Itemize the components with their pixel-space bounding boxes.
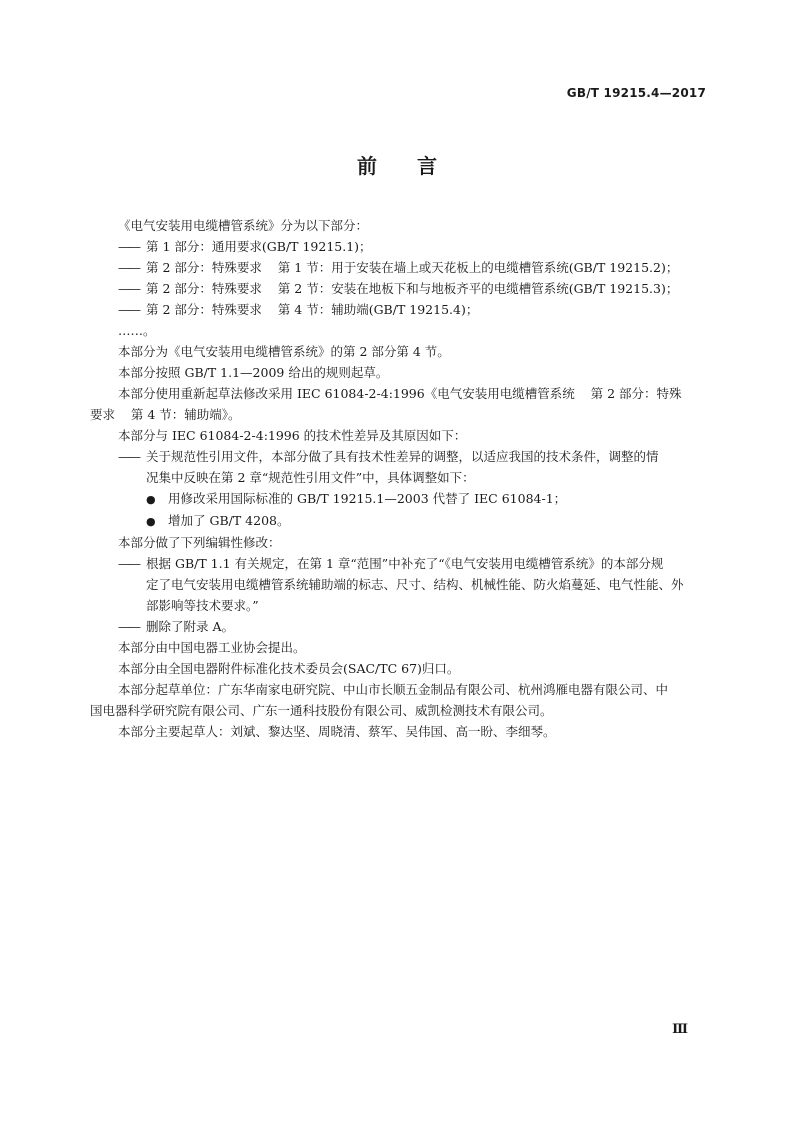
drafting-units-line-1: 本部分起草单位：广东华南家电研究院、中山市长顺五金制品有限公司、杭州鸿雁电器有限公司、中 (118, 682, 669, 697)
part-list-item: —— 第 2 部分：特殊要求 第 1 节：用于安装在墙上或天花板上的电缆槽管系统(GB/T 19215.2)； (118, 257, 706, 278)
ellipsis-line: ……。 (118, 323, 156, 338)
dash-mark: —— (118, 260, 139, 275)
standard-code-header: GB/T 19215.4—2017 (566, 86, 706, 100)
edit-item-1-line-3: 部影响等技术要求。” (146, 598, 259, 613)
foreword-body (90, 215, 706, 742)
bullet-icon: ● (146, 515, 156, 528)
dash-mark: —— (118, 239, 139, 254)
part-list-item: —— 第 2 部分：特殊要求 第 2 节：安装在地板下和与地板齐平的电缆槽管系统(GB/T 19215.3)； (118, 278, 706, 299)
title-char-2: 言 (417, 154, 437, 178)
bullet-item: ● 用修改采用国际标准的 GB/T 19215.1—2003 代替了 IEC 61084-1； (118, 488, 706, 510)
drafting-units-line-2: 国电器科学研究院有限公司、广东一通科技股份有限公司、威凯检测技术有限公司。 (90, 703, 553, 718)
difference-item-line-2: 况集中反映在第 2 章“规范性引用文件”中，具体调整如下： (146, 470, 475, 485)
edit-item-1-line-2: 定了电气安装用电缆槽管系统辅助端的标志、尺寸、结构、机械性能、防火焰蔓延、电气性能、外 (146, 577, 684, 592)
bullet-icon: ● (146, 493, 156, 506)
page-title (0, 150, 794, 179)
dash-mark: —— (118, 556, 139, 571)
dash-mark: —— (118, 281, 139, 296)
iec-adoption-line-2: 要求 第 4 节：辅助端》。 (90, 407, 241, 422)
technical-difference-paragraph: 本部分与 IEC 61084-2-4:1996 的技术性差异及其原因如下： (118, 428, 467, 443)
edit-item-2: —— 删除了附录 A。 (118, 616, 706, 637)
bullet-item: ● 增加了 GB/T 4208。 (118, 510, 706, 532)
drafting-rule-paragraph: 本部分按照 GB/T 1.1—2009 给出的规则起草。 (118, 365, 389, 380)
dash-mark: —— (118, 619, 139, 634)
managed-by-paragraph: 本部分由全国电器附件标准化技术委员会(SAC/TC 67)归口。 (118, 661, 460, 676)
intro-paragraph: 《电气安装用电缆槽管系统》分为以下部分： (118, 218, 369, 233)
title-char-1: 前 (357, 154, 377, 178)
edit-item-1-line-1: —— 根据 GB/T 1.1 有关规定，在第 1 章“范围”中补充了“《电气安装用电缆槽管系统》的本部分规 (118, 553, 706, 574)
difference-item-line-1: —— 关于规范性引用文件，本部分做了具有技术性差异的调整，以适应我国的技术条件，调整的情 (118, 446, 706, 467)
proposed-by-paragraph: 本部分由中国电器工业协会提出。 (118, 640, 306, 655)
this-part-paragraph: 本部分为《电气安装用电缆槽管系统》的第 2 部分第 4 节。 (118, 344, 450, 359)
part-list-item: —— 第 2 部分：特殊要求 第 4 节：辅助端(GB/T 19215.4)； (118, 299, 706, 320)
part-list-item: —— 第 1 部分：通用要求(GB/T 19215.1)； (118, 236, 706, 257)
dash-mark: —— (118, 449, 139, 464)
dash-mark: —— (118, 302, 139, 317)
page-number: Ⅲ (672, 1022, 688, 1037)
drafters-paragraph: 本部分主要起草人：刘斌、黎达坚、周晓清、蔡军、吴伟国、高一盼、李细琴。 (118, 724, 556, 739)
editorial-changes-paragraph: 本部分做了下列编辑性修改： (118, 535, 281, 550)
iec-adoption-line-1: 本部分使用重新起草法修改采用 IEC 61084-2-4:1996《电气安装用电缆槽管系统 第 2 部分：特殊 (118, 386, 682, 401)
